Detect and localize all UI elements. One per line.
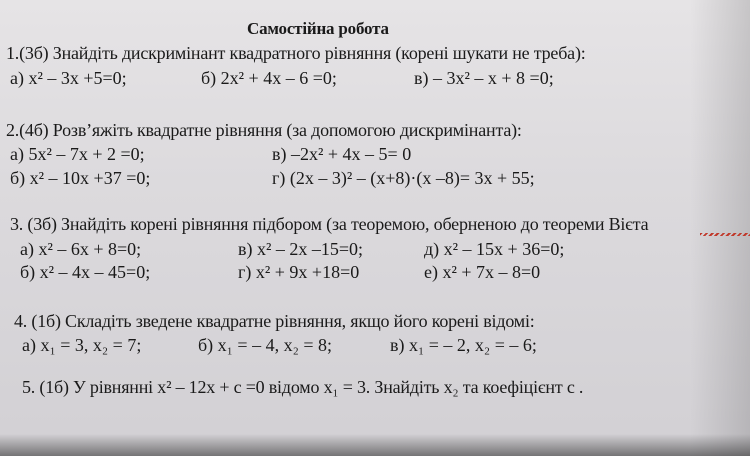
task1-item-a: а) x² – 3x +5=0; bbox=[10, 68, 127, 88]
task3-item-f: е) x² + 7x – 8=0 bbox=[424, 262, 541, 282]
task2-heading: 2.(4б) Розв’яжіть квадратне рівняння (за допомогою дискримінанта): bbox=[6, 120, 522, 140]
task5-text: 5. (1б) У рівнянні x² – 12x + c =0 відомо x₁ = 3. Знайдіть x₂ та коефіцієнт c . bbox=[22, 377, 584, 397]
task1-item-c: в) – 3x² – x + 8 =0; bbox=[414, 68, 554, 88]
task3-heading: 3. (3б) Знайдіть корені рівняння підбором (за теоремою, оберненою до теореми Вієта bbox=[10, 214, 649, 234]
bottom-edge-shadow bbox=[0, 434, 750, 456]
task4-item-a: а) x₁ = 3, x₂ = 7; bbox=[22, 335, 142, 355]
task3-item-d: г) x² + 9x +18=0 bbox=[238, 262, 360, 282]
worksheet-title: Самостійна робота bbox=[247, 19, 389, 38]
task2-item-a: а) 5x² – 7x + 2 =0; bbox=[10, 144, 145, 164]
task3-item-a: а) x² – 6x + 8=0; bbox=[20, 239, 142, 259]
task3-item-e: д) x² – 15x + 36=0; bbox=[424, 239, 565, 259]
task2-item-d: г) (2x – 3)² – (x+8)·(x –8)= 3x + 55; bbox=[272, 168, 535, 188]
task2-item-c: в) –2x² + 4x – 5= 0 bbox=[272, 144, 412, 164]
page-shadow bbox=[690, 0, 750, 456]
task1-heading: 1.(3б) Знайдіть дискримінант квадратного рівняння (корені шукати не треба): bbox=[6, 43, 586, 63]
task4-item-b: б) x₁ = – 4, x₂ = 8; bbox=[198, 335, 333, 355]
task4-item-c: в) x₁ = – 2, x₂ = – 6; bbox=[390, 335, 537, 355]
task1-item-b: б) 2x² + 4x – 6 =0; bbox=[201, 68, 337, 88]
task3-item-b: б) x² – 4x – 45=0; bbox=[20, 262, 151, 282]
task3-item-c: в) x² – 2x –15=0; bbox=[238, 239, 364, 259]
task4-heading: 4. (1б) Складіть зведене квадратне рівняння, якщо його корені відомі: bbox=[14, 311, 535, 331]
task2-item-b: б) x² – 10x +37 =0; bbox=[10, 168, 151, 188]
spellcheck-underline bbox=[700, 233, 750, 236]
